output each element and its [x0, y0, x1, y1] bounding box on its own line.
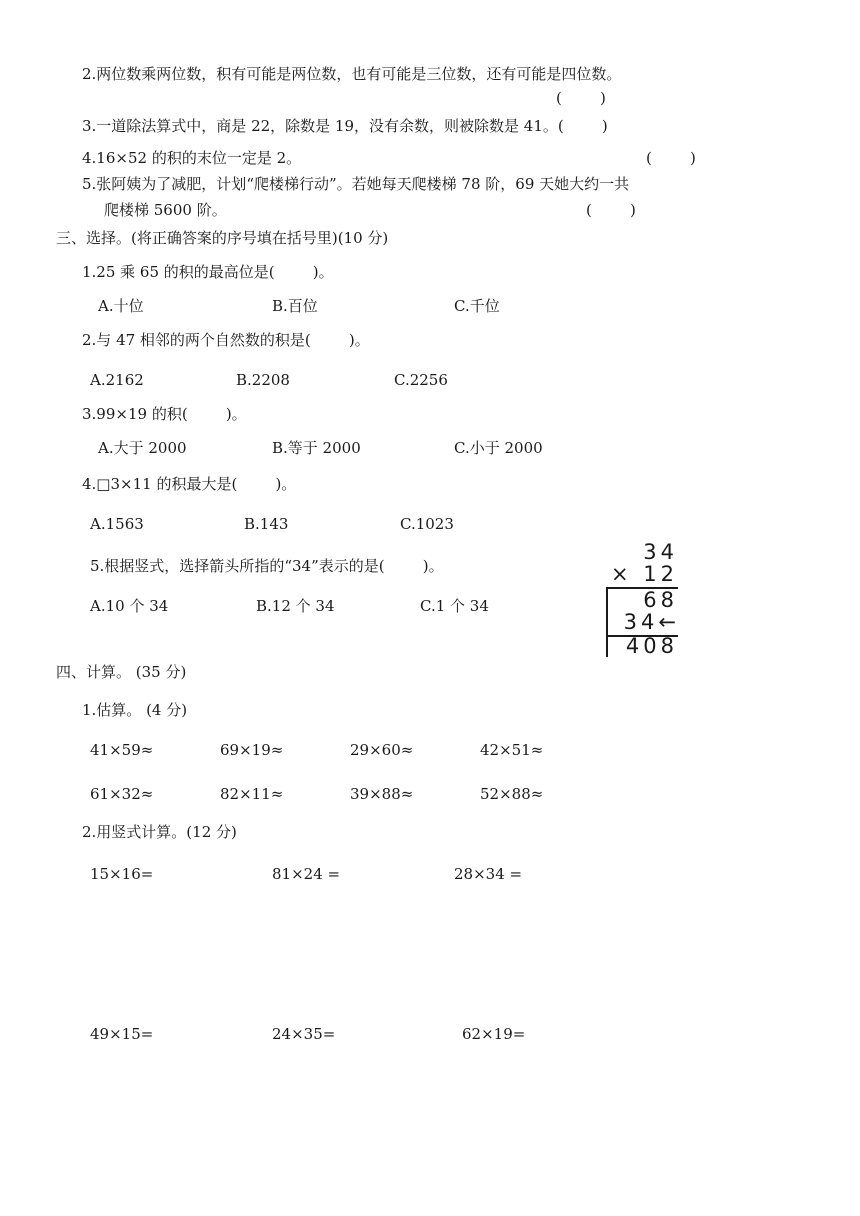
section3-title: 三、选择。(将正确答案的序号填在括号里)(10 分): [56, 229, 389, 247]
estimate-title: 1.估算。 (4 分): [82, 701, 188, 719]
estimate-item: 42×51≈: [480, 741, 544, 759]
section4-title: 四、计算。 (35 分): [56, 663, 187, 681]
choice-q5-option-b[interactable]: B.12 个 34: [256, 597, 335, 615]
choice-q2-option-b[interactable]: B.2208: [236, 371, 290, 389]
vertical-row-partial-1: 68: [643, 588, 678, 612]
column-calc-item: 49×15=: [90, 1025, 154, 1043]
choice-q3-option-c[interactable]: C.小于 2000: [454, 439, 543, 457]
judge-q5-text-line2: 爬楼梯 5600 阶。: [104, 201, 227, 219]
judge-q4-answer-paren[interactable]: ( ): [646, 149, 696, 167]
estimate-item: 29×60≈: [350, 741, 414, 759]
judge-q3-text: 3.一道除法算式中，商是 22，除数是 19，没有余数，则被除数是 41。( ): [82, 117, 608, 135]
column-calc-item: 15×16=: [90, 865, 154, 883]
estimate-item: 61×32≈: [90, 785, 154, 803]
column-calc-item: 62×19=: [462, 1025, 526, 1043]
judge-q4-text: 4.16×52 的积的末位一定是 2。: [82, 149, 302, 167]
choice-q4-option-a[interactable]: A.1563: [90, 515, 144, 533]
choice-q1-option-b[interactable]: B.百位: [272, 297, 318, 315]
estimate-item: 69×19≈: [220, 741, 284, 759]
choice-q4-text: 4.□3×11 的积最大是( )。: [82, 475, 297, 493]
estimate-item: 52×88≈: [480, 785, 544, 803]
choice-q1-option-a[interactable]: A.十位: [98, 297, 144, 315]
choice-q3-option-a[interactable]: A.大于 2000: [98, 439, 187, 457]
vertical-row-product: 408: [625, 634, 678, 658]
estimate-item: 39×88≈: [350, 785, 414, 803]
vertical-row-partial-2-arrow: 34←: [623, 610, 680, 634]
choice-q5-option-a[interactable]: A.10 个 34: [90, 597, 169, 615]
choice-q1-text: 1.25 乘 65 的积的最高位是( )。: [82, 263, 334, 281]
vertical-row-multiplier: × 12: [611, 562, 678, 586]
column-calc-item: 24×35=: [272, 1025, 336, 1043]
choice-q5-text: 5.根据竖式，选择箭头所指的“34”表示的是( )。: [90, 557, 444, 575]
choice-q2-text: 2.与 47 相邻的两个自然数的积是( )。: [82, 331, 370, 349]
choice-q2-option-c[interactable]: C.2256: [394, 371, 448, 389]
choice-q2-option-a[interactable]: A.2162: [90, 371, 144, 389]
judge-q2-answer-paren[interactable]: ( ): [556, 89, 606, 107]
column-calc-title: 2.用竖式计算。(12 分): [82, 823, 237, 841]
column-calc-item: 28×34 =: [454, 865, 523, 883]
column-calc-item: 81×24 =: [272, 865, 341, 883]
vertical-multiplication: [604, 540, 678, 658]
choice-q5-option-c[interactable]: C.1 个 34: [420, 597, 489, 615]
choice-q4-option-b[interactable]: B.143: [244, 515, 289, 533]
vertical-left-bar: [606, 587, 608, 657]
choice-q3-text: 3.99×19 的积( )。: [82, 405, 247, 423]
estimate-item: 41×59≈: [90, 741, 154, 759]
judge-q2-text: 2.两位数乘两位数，积有可能是两位数，也有可能是三位数，还有可能是四位数。: [82, 65, 622, 83]
vertical-row-multiplicand: 34: [643, 540, 678, 564]
judge-q5-answer-paren[interactable]: ( ): [586, 201, 636, 219]
judge-q5-text-line1: 5.张阿姨为了减肥，计划“爬楼梯行动”。若她每天爬楼梯 78 阶，69 天她大约一共: [82, 175, 630, 193]
estimate-item: 82×11≈: [220, 785, 284, 803]
choice-q1-option-c[interactable]: C.千位: [454, 297, 500, 315]
choice-q4-option-c[interactable]: C.1023: [400, 515, 454, 533]
choice-q3-option-b[interactable]: B.等于 2000: [272, 439, 361, 457]
